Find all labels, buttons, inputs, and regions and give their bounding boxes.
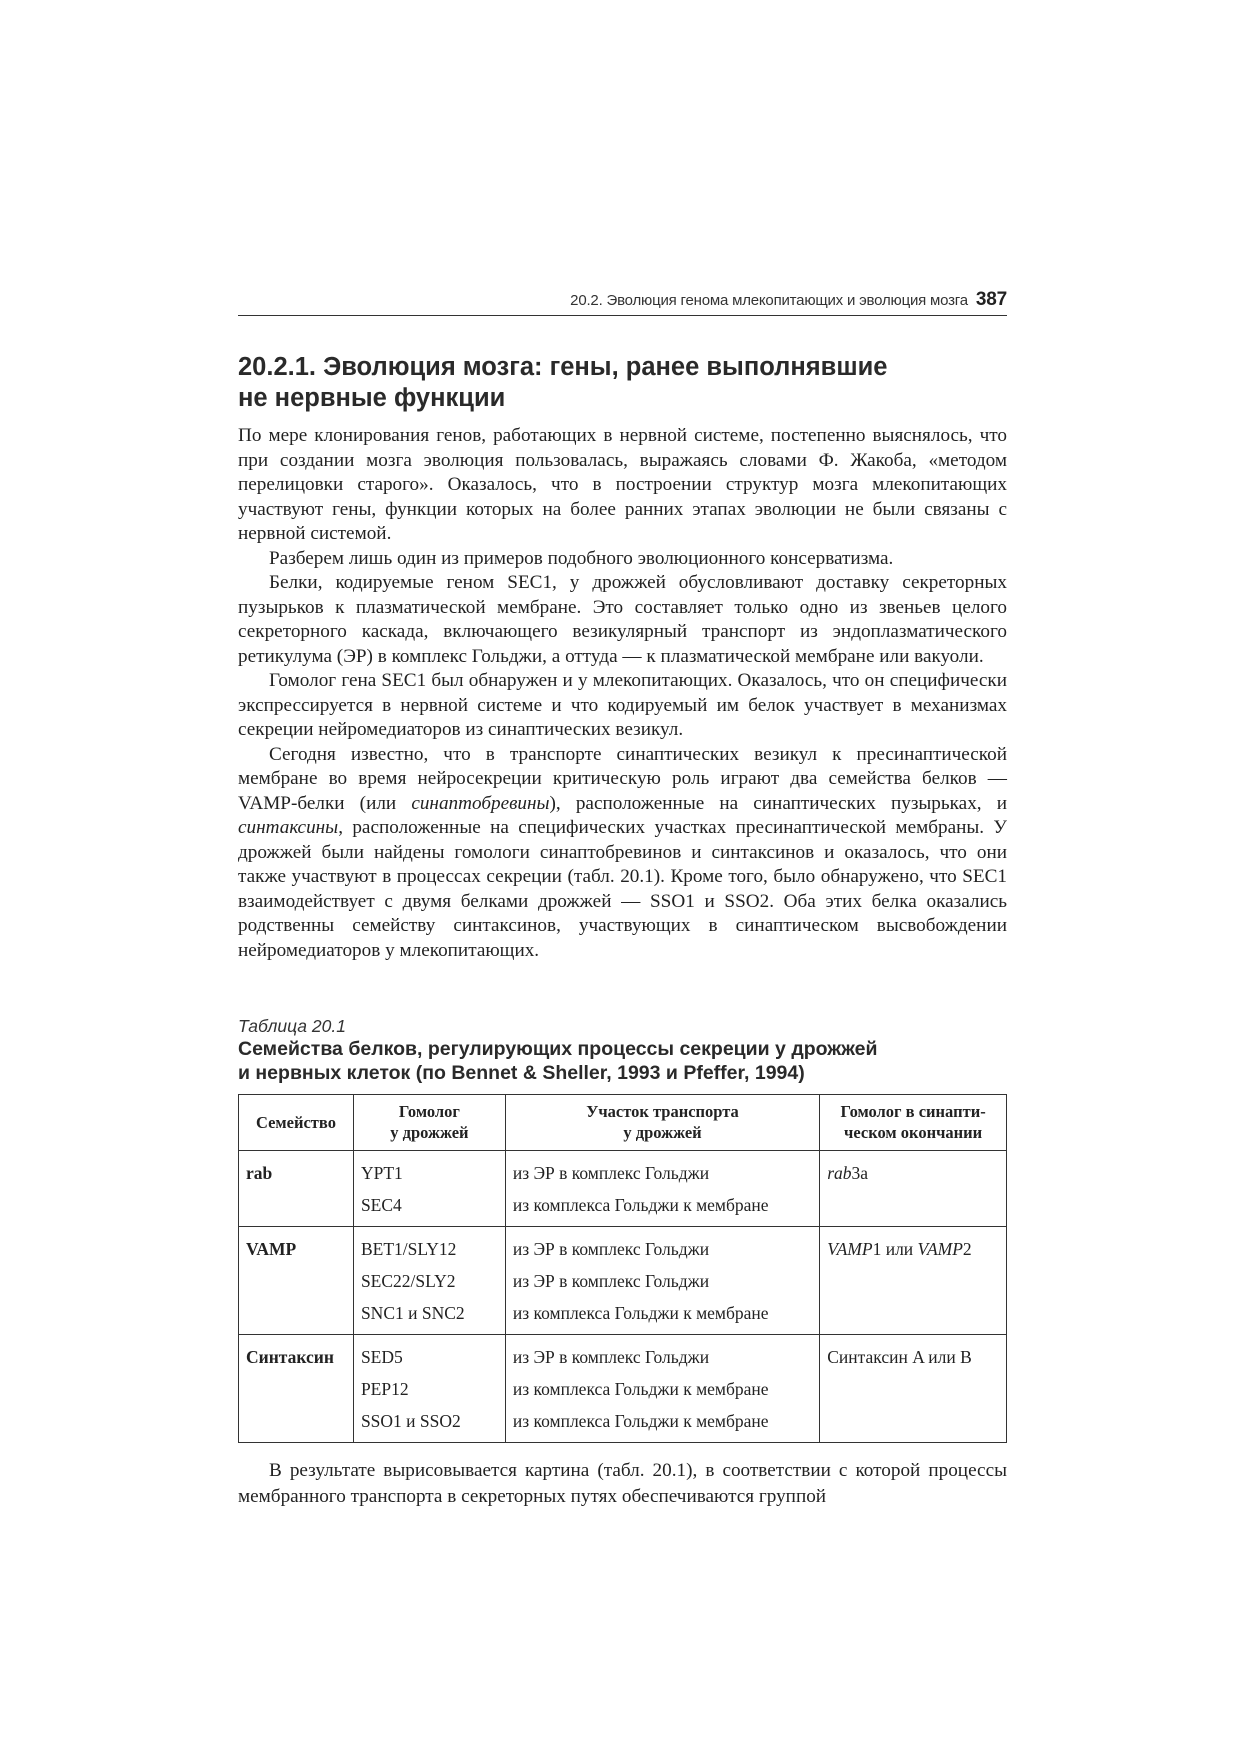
family-cell: rab <box>239 1151 354 1227</box>
term-syntaxins: синтаксины <box>238 817 339 838</box>
page-number: 387 <box>975 289 1007 310</box>
table-title-line1: Семейства белков, регулирующих процессы секреции у дрожжей <box>238 1038 878 1060</box>
synaptic-homolog-cell: VAMP1 или VAMP2 <box>820 1227 1007 1335</box>
protein-families-table <box>238 1094 1007 1443</box>
paragraph-after-table: В результате вырисовывается картина (табл. 20.1), в соответствии с которой процессы мембранного транспорта в секреторных путях обеспечиваются группой <box>238 1460 1007 1507</box>
paragraph-1: По мере клонирования генов, работающих в нервной системе, постепенно выяснялось, что при создании мозга эволюция пользовалась, выражаясь словами Ф. Жакоба, «методом перелицовки старого». Оказалось, что в построении структур мозга млекопитающих участвуют гены, функции которых на более ранних этапах эволюции не были связаны с нервной системой. <box>238 425 1007 544</box>
transport-site-cell: из ЭР в комплекс Гольджи из комплекса Гольджи к мембране <box>505 1151 819 1227</box>
table-number: Таблица 20.1 <box>238 1016 346 1036</box>
paragraph-5-part-a: Сегодня известно, что в транспорте синаптических везикул к пресинаптической мембране во время нейросекреции критическую роль играют два семейства белков — VAMP-белки (или <box>238 743 1007 814</box>
col-header-synaptic-homolog: Гомолог в синапти- ческом окончании <box>820 1095 1007 1151</box>
table-title <box>238 1037 1007 1085</box>
table-caption <box>238 1015 1007 1085</box>
paragraph-5-part-c: , расположенные на специфических участках пресинаптической мембраны. У дрожжей были найдены гомологи синаптобревинов и синтаксинов и оказалось, что они также участвуют в процессах секреции (табл. 20.1). Кроме того, было обнаружено, что SEC1 взаимодействует с двумя белками дрожжей — SSO1 и SSO2. Оба этих белка оказались родственны семейству синтаксинов, участвующих в синаптическом высвобождении нейромедиаторов у млекопитающих. <box>238 817 1007 961</box>
yeast-homolog-cell: SED5 PEP12 SSO1 и SSO2 <box>353 1335 505 1443</box>
paragraph-3: Белки, кодируемые геном SEC1, у дрожжей обусловливают доставку секреторных пузырьков к плазматической мембране. Это составляет только одно из звеньев целого секреторного каскада, включающего везикулярный транспорт из эндоплазматического ретикулума (ЭР) в комплекс Гольджи, а оттуда — к плазматической мембране или вакуоли. <box>238 572 1007 667</box>
yeast-homolog-cell: BET1/SLY12 SEC22/SLY2 SNC1 и SNC2 <box>353 1227 505 1335</box>
body-text <box>238 424 1007 963</box>
table-row-vamp <box>239 1227 1007 1335</box>
paragraph-2: Разберем лишь один из примеров подобного эволюционного консерватизма. <box>269 547 894 569</box>
term-synaptobrevins: синаптобревины <box>411 792 550 814</box>
col-header-yeast-homolog: Гомолог у дрожжей <box>353 1095 505 1151</box>
transport-site-cell: из ЭР в комплекс Гольджи из ЭР в комплекс Гольджи из комплекса Гольджи к мембране <box>505 1227 819 1335</box>
col-header-transport-site: Участок транспорта у дрожжей <box>505 1095 819 1151</box>
table-title-line2: и нервных клеток (по Bennet & Sheller, 1993 и Pfeffer, 1994) <box>238 1062 805 1084</box>
paragraph-5-part-b: ), расположенные на синаптических пузырьках, и <box>549 792 1007 814</box>
section-title-line1: 20.2.1. Эволюция мозга: гены, ранее выполнявшие <box>238 353 888 381</box>
body-text-after-table <box>238 1458 1007 1510</box>
synaptic-homolog-cell: rab3a <box>820 1151 1007 1227</box>
table-header-row <box>239 1095 1007 1151</box>
table-row-rab <box>239 1151 1007 1227</box>
transport-site-cell: из ЭР в комплекс Гольджи из комплекса Гольджи к мембране из комплекса Гольджи к мембране <box>505 1335 819 1443</box>
col-header-family: Семейство <box>239 1095 354 1151</box>
family-cell: VAMP <box>239 1227 354 1335</box>
paragraph-5 <box>238 743 1007 964</box>
running-title: 20.2. Эволюция генома млекопитающих и эволюция мозга <box>570 292 968 309</box>
section-title <box>238 352 1007 414</box>
table-row-syntaxin <box>239 1335 1007 1443</box>
family-cell: Синтаксин <box>239 1335 354 1443</box>
section-title-line2: не нервные функции <box>238 384 506 412</box>
running-header <box>238 289 1007 316</box>
paragraph-4: Гомолог гена SEC1 был обнаружен и у млекопитающих. Оказалось, что он специфически экспрессируется в нервной системе и что кодируемый им белок участвует в механизмах секреции нейромедиаторов из синаптических везикул. <box>238 670 1007 740</box>
synaptic-homolog-cell: Синтаксин A или B <box>820 1335 1007 1443</box>
yeast-homolog-cell: YPT1 SEC4 <box>353 1151 505 1227</box>
